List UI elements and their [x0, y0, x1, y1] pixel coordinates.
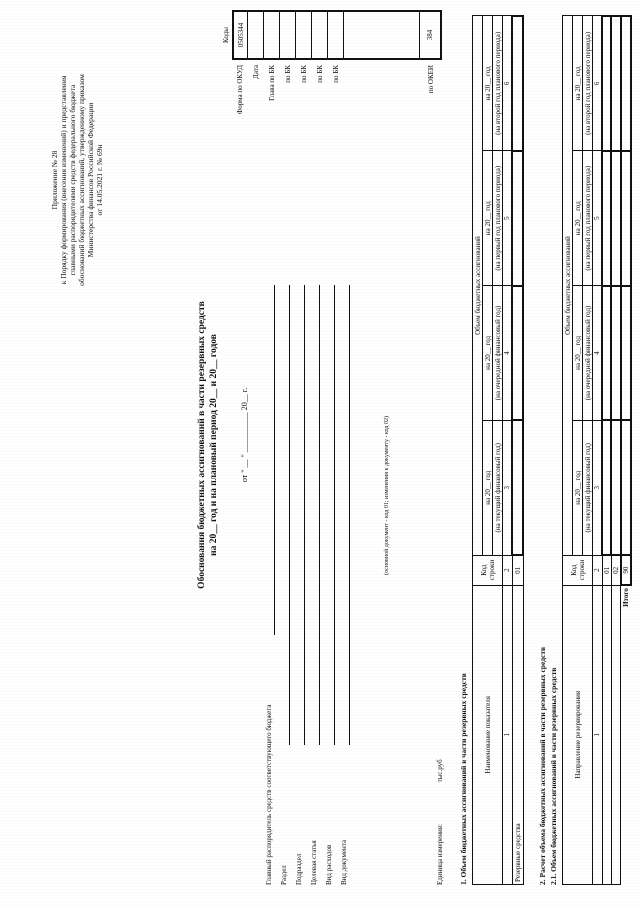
codes-row-label: Глава по БК — [268, 65, 276, 101]
column-number: 1 — [593, 585, 603, 884]
info-label: Подраздел — [295, 853, 303, 885]
codes-row-label: по ОКЕИ — [427, 65, 435, 94]
column-number: 2 — [503, 555, 513, 585]
codes-row-value: 0505344 — [232, 10, 248, 60]
year-header: на 20__ год — [483, 16, 493, 151]
column-number: 3 — [593, 420, 603, 555]
codes-header: Коды — [222, 27, 230, 43]
unit-label: Единица измерения: — [436, 824, 444, 885]
codes-row-label: Дата — [252, 65, 260, 79]
value-cell[interactable] — [512, 286, 523, 421]
total-code: 90 — [621, 555, 631, 585]
year-subheader: (на текущий финансовый год) — [493, 420, 503, 555]
codes-row — [420, 10, 442, 280]
column-number: 5 — [593, 151, 603, 286]
codes-row-value — [344, 10, 420, 60]
value-cell[interactable] — [611, 16, 621, 151]
info-underline — [349, 285, 350, 745]
year-header: на 20__ год — [573, 420, 583, 555]
section-1-table — [472, 15, 524, 885]
column-number: 2 — [593, 555, 603, 585]
codes-row-value: 384 — [420, 10, 442, 60]
codes-row — [280, 10, 296, 280]
section-2-1-heading: 2.1. Объем бюджетных ассигнований в части резервных средств — [549, 667, 558, 885]
col-header-name: Наименование показателя — [473, 585, 503, 884]
row-label[interactable] — [602, 585, 611, 884]
appendix-line: обоснований бюджетных ассигнований, утвержденному приказом — [77, 74, 86, 286]
value-cell[interactable] — [512, 16, 523, 151]
year-subheader: (на первый год планового периода) — [583, 151, 593, 286]
info-row — [322, 285, 337, 885]
info-underline — [274, 285, 275, 635]
group-header: Объем бюджетных ассигнований — [473, 16, 483, 555]
col-header-code: Код строки — [563, 555, 593, 585]
codes-row — [296, 10, 312, 280]
col-header-name: Направление резервирования — [563, 585, 593, 884]
column-number: 4 — [503, 286, 513, 421]
year-subheader: (на второй год планового периода) — [493, 16, 503, 151]
info-row — [277, 285, 292, 885]
row-code: 01 — [512, 555, 523, 585]
year-subheader: (на текущий финансовый год) — [583, 420, 593, 555]
row-label: Резервные средства — [512, 585, 523, 884]
info-underline — [289, 285, 290, 745]
codes-row-label: по БК — [332, 65, 340, 83]
row-code: 02 — [611, 555, 621, 585]
info-row — [262, 285, 277, 885]
value-cell[interactable] — [602, 420, 611, 555]
row-code: 01 — [602, 555, 611, 585]
info-row — [337, 285, 352, 885]
info-underline — [304, 285, 305, 745]
total-label: Итого — [621, 588, 630, 607]
total-cell[interactable] — [621, 16, 631, 151]
codes-row-value — [296, 10, 312, 60]
year-header: на 20__ год — [483, 286, 493, 421]
codes-row — [248, 10, 264, 280]
info-row — [307, 285, 322, 885]
year-subheader: (на первый год планового периода) — [493, 151, 503, 286]
document-title — [196, 165, 220, 725]
column-number: 6 — [593, 16, 603, 151]
section-2-table — [562, 15, 632, 885]
section-2-heading: 2. Расчет объема бюджетных ассигнований в части резервных средств — [538, 646, 547, 885]
codes-row — [264, 10, 280, 280]
column-number: 6 — [503, 16, 513, 151]
title-line-2: на 20__ год и на плановый период 20__ и 20__ годов — [209, 334, 219, 556]
appendix-line: Приложение № 28 — [50, 150, 59, 210]
info-label: Вид документа — [340, 839, 348, 885]
codes-row-value — [312, 10, 328, 60]
info-underline — [319, 285, 320, 745]
year-header: на 20__ год — [483, 151, 493, 286]
codes-row-label: по БК — [316, 65, 324, 83]
codes-row — [344, 10, 420, 280]
codes-row — [328, 10, 344, 280]
info-underline — [334, 285, 335, 745]
appendix-line: Министерства финансов Российской Федерации — [86, 102, 95, 258]
value-cell[interactable] — [611, 151, 621, 286]
column-number: 3 — [503, 420, 513, 555]
codes-row-label: Форма по ОКУД — [236, 65, 244, 115]
unit-line — [436, 759, 444, 885]
value-cell[interactable] — [611, 286, 621, 421]
info-label: Вид расходов — [325, 844, 333, 885]
value-cell[interactable] — [512, 420, 523, 555]
year-header: на 20__ год — [573, 16, 583, 151]
value-cell[interactable] — [602, 286, 611, 421]
info-label: Раздел — [280, 865, 288, 885]
year-subheader: (на очередной финансовый год) — [493, 286, 503, 421]
appendix-line: главными распорядителями средств федерального бюджета — [68, 84, 77, 276]
codes-row — [312, 10, 328, 280]
value-cell[interactable] — [602, 16, 611, 151]
total-cell[interactable] — [621, 151, 631, 286]
total-cell[interactable] — [621, 420, 631, 555]
year-header: на 20__ год — [573, 286, 583, 421]
row-label[interactable] — [611, 585, 621, 884]
year-subheader: (на очередной финансовый год) — [583, 286, 593, 421]
column-number: 4 — [593, 286, 603, 421]
codes-row — [232, 10, 248, 280]
info-label: Главный распорядитель средств соответствующего бюджета — [265, 704, 273, 885]
year-subheader: (на второй год планового периода) — [583, 16, 593, 151]
document-date-line: от " __ " __________ 20__ г. — [240, 387, 249, 483]
section-1-heading: 1. Объем бюджетных ассигнований в части резервных средств — [459, 673, 468, 885]
appendix-line: от 14.05.2021 г. № 69н — [95, 144, 104, 216]
appendix-block — [50, 15, 104, 345]
column-number: 1 — [503, 585, 513, 884]
value-cell[interactable] — [602, 151, 611, 286]
column-number: 5 — [503, 151, 513, 286]
codes-row-value — [328, 10, 344, 60]
codes-row-value — [264, 10, 280, 60]
group-header: Объем бюджетных ассигнований — [563, 16, 573, 555]
info-fields — [262, 285, 352, 885]
value-cell[interactable] — [512, 151, 523, 286]
col-header-code: Код строки — [473, 555, 503, 585]
title-line-1: Обоснования бюджетных ассигнований в части резервных средств — [197, 301, 207, 589]
year-header: на 20__ год — [483, 420, 493, 555]
codes-row-value — [280, 10, 296, 60]
appendix-line: к Порядку формирования (внесения изменений) и представления — [59, 75, 68, 285]
info-label: Целевая статья — [310, 840, 318, 885]
codes-row-label: по БК — [300, 65, 308, 83]
total-cell[interactable] — [621, 286, 631, 421]
unit-value: тыс.руб — [436, 759, 444, 783]
value-cell[interactable] — [611, 420, 621, 555]
codes-row-label: по БК — [284, 65, 292, 83]
doc-type-note: (основной документ - код 01; изменения к документу - код 02) — [384, 416, 390, 575]
codes-row-value — [248, 10, 264, 60]
year-header: на 20__ год — [573, 151, 583, 286]
info-row — [292, 285, 307, 885]
